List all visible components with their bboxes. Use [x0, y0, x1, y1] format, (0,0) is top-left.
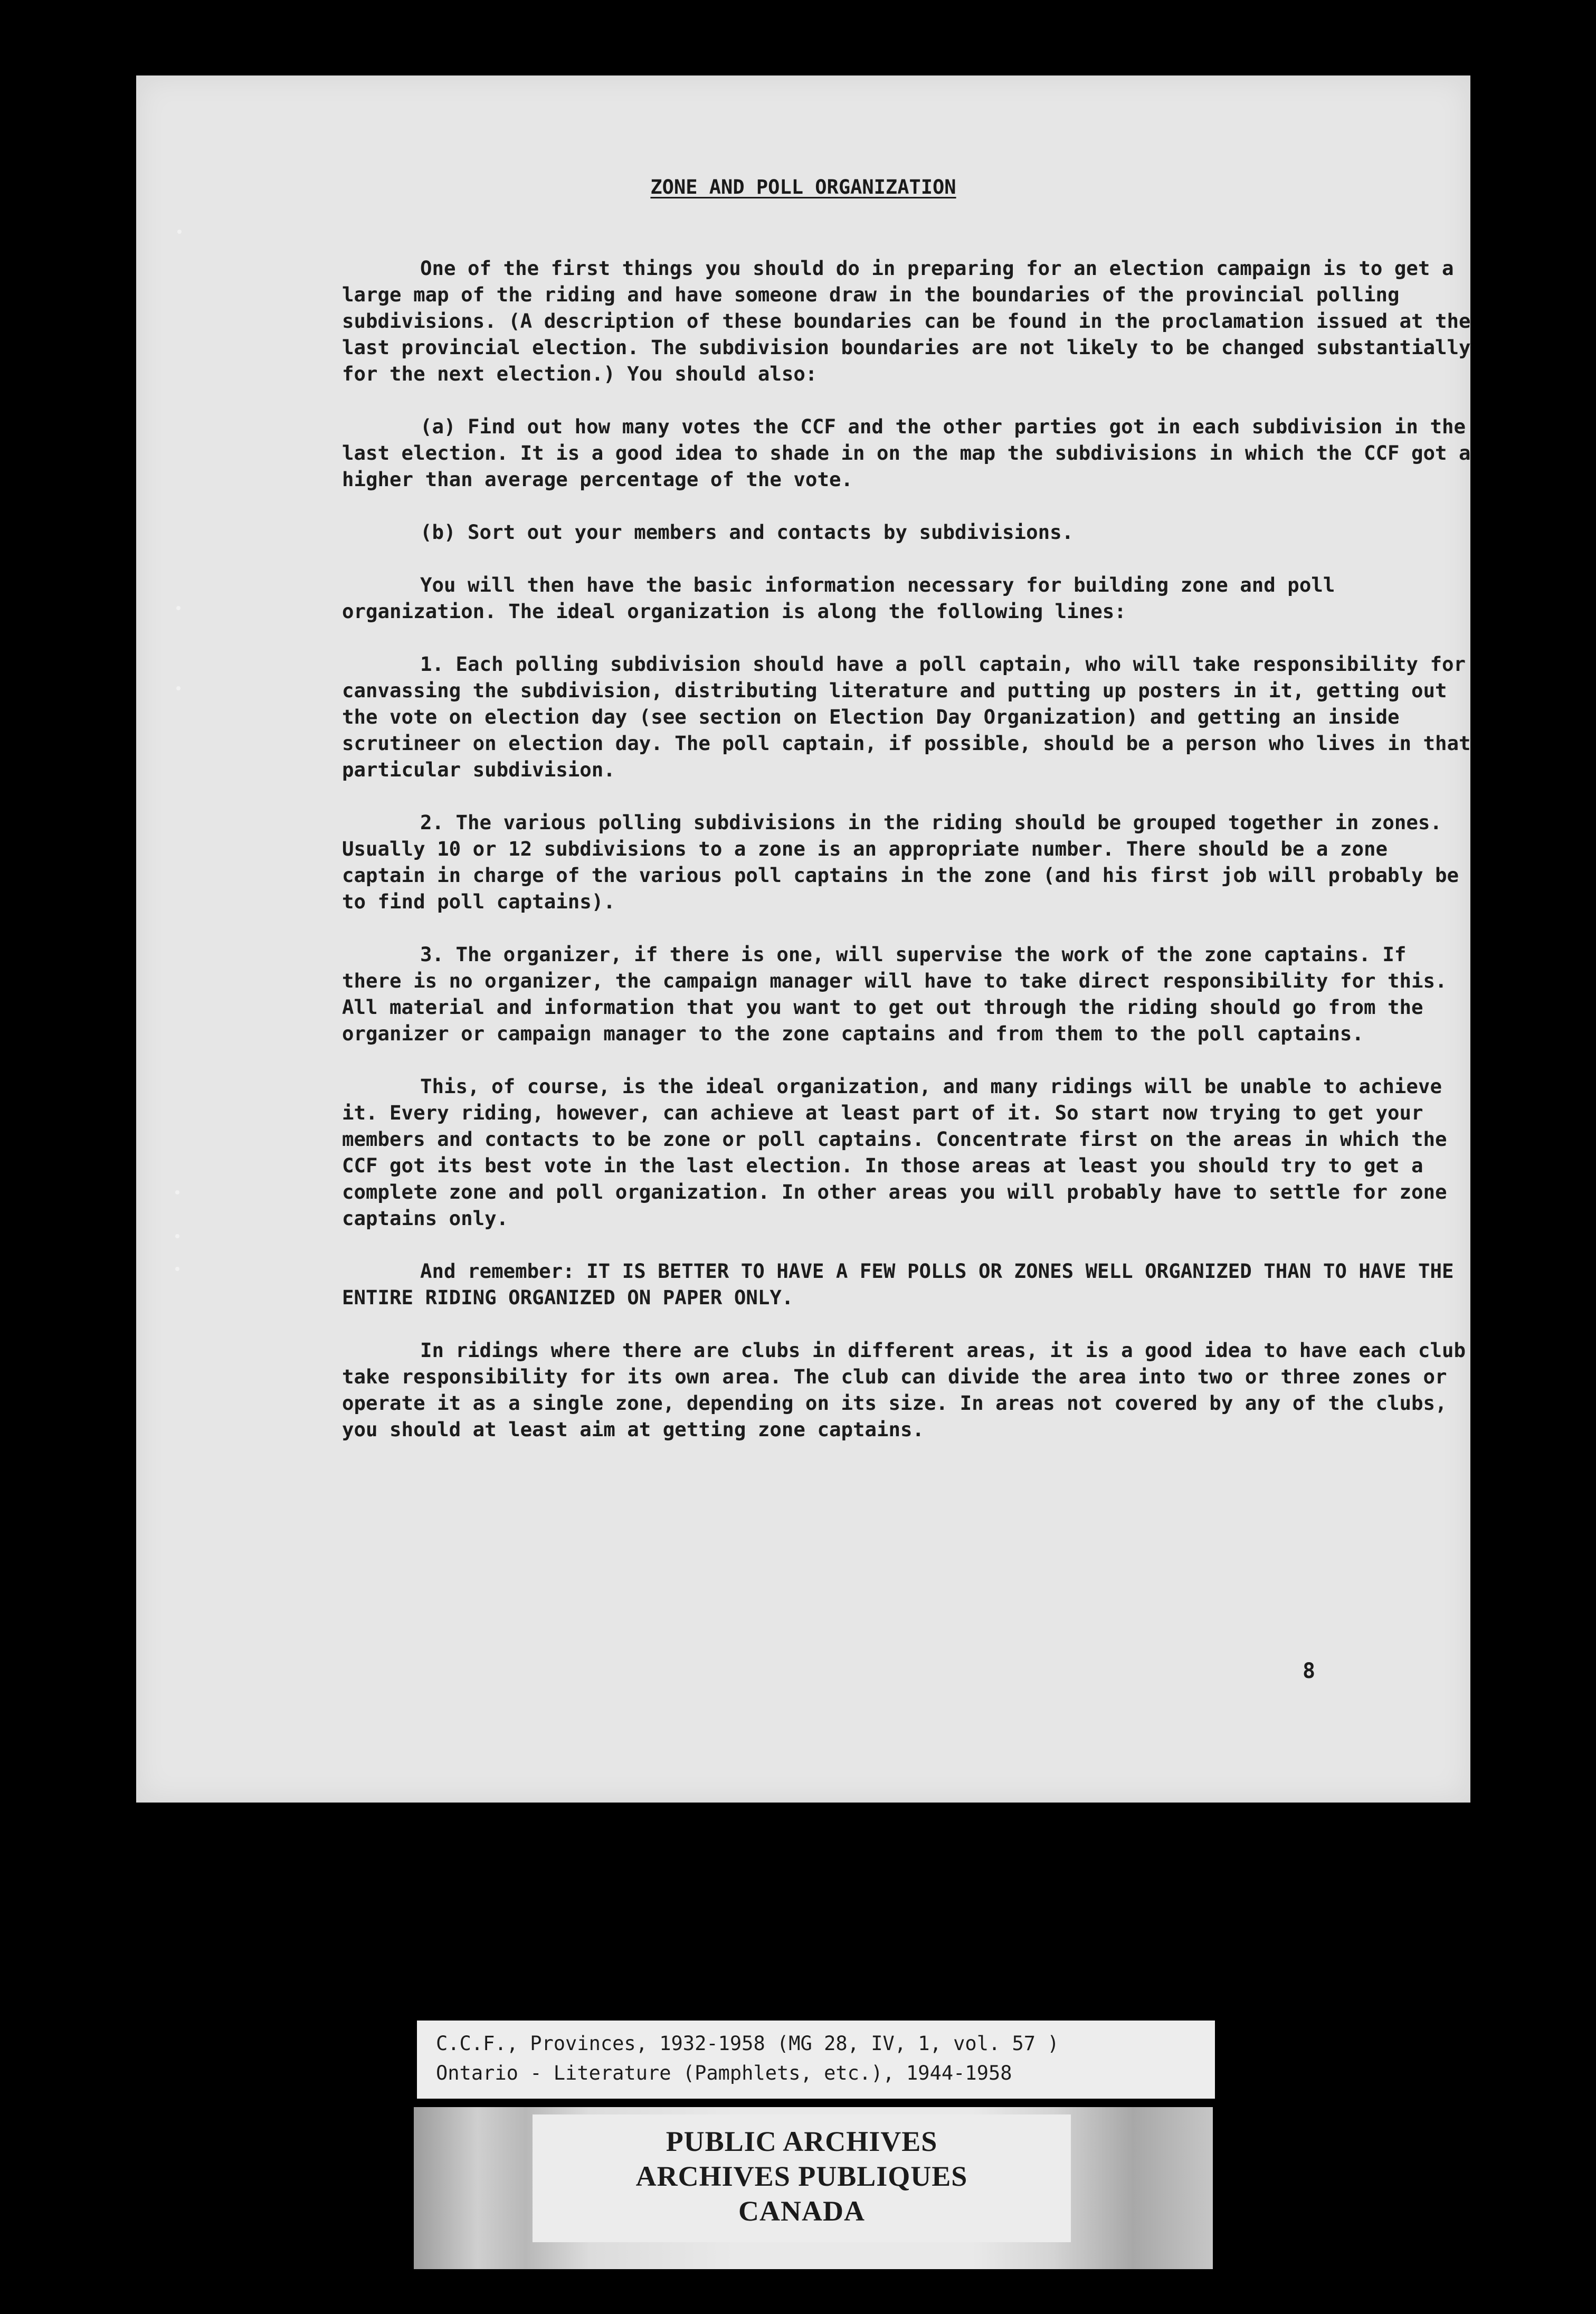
- stamp-line: PUBLIC ARCHIVES: [666, 2126, 938, 2157]
- document-title: ZONE AND POLL ORGANIZATION: [650, 176, 956, 198]
- document-page: [136, 75, 1470, 1803]
- paragraph: In ridings where there are clubs in different areas, it is a good idea to have each club take responsibility for its own area. The club can divide the area into two or three zones or operate it as a single zone, depending on its size. In areas not covered by any of the clubs, you should at least aim at getting zone captains.: [342, 1339, 1466, 1441]
- paragraph: 1. Each polling subdivision should have a poll captain, who will take responsibility for canvassing the subdivision, distributing literature and putting up posters in it, getting out the vote on election day (see section on Election Day Organization) and getting an inside scrutineer on election day. The poll captain, if possible, should be a person who lives in that particular subdivision.: [342, 652, 1471, 781]
- stamp-panel: [533, 2114, 1071, 2242]
- paragraph: 3. The organizer, if there is one, will supervise the work of the zone captains. If there is no organizer, the campaign manager will have to take direct responsibility for this. All material and information that you want to get out through the riding should go from the organizer or campaign manager to the zone captains and from them to the poll captains.: [342, 943, 1447, 1045]
- archive-label-line: Ontario - Literature (Pamphlets, etc.), 1944-1958: [436, 2062, 1012, 2084]
- paragraph: You will then have the basic information necessary for building zone and poll organization. The ideal organization is along the following lines:: [342, 573, 1335, 623]
- archive-label-line: C.C.F., Provinces, 1932-1958 (MG 28, IV, 1, vol. 57 ): [436, 2032, 1059, 2055]
- document-body: [342, 255, 1471, 1443]
- margin-mark: [175, 1267, 179, 1271]
- stamp-line: CANADA: [738, 2195, 865, 2227]
- margin-mark: [176, 686, 180, 690]
- margin-mark: [176, 606, 180, 610]
- margin-mark: [177, 230, 182, 234]
- paragraph: (a) Find out how many votes the CCF and the other parties got in each subdivision in the last election. It is a good idea to shade in on the map the subdivisions in which the CCF got a higher than average percentage of the vote.: [342, 415, 1471, 491]
- paragraph: One of the first things you should do in preparing for an election campaign is to get a large map of the riding and have someone draw in the boundaries of the provincial polling subdivisions. (A description of these boundaries can be found in the proclamation issued at the last provincial election. The subdivision boundaries are not likely to be changed substantially for the next election.) You should also:: [342, 257, 1471, 385]
- margin-mark: [175, 1190, 179, 1194]
- paragraph: 2. The various polling subdivisions in the riding should be grouped together in zones. Usually 10 or 12 subdivisions to a zone is an appropriate number. There should be a zone captain in charge of the various poll captains in the zone (and his first job will probably be to find poll captains).: [342, 811, 1459, 913]
- paragraph: This, of course, is the ideal organization, and many ridings will be unable to achieve it. Every riding, however, can achieve at least part of it. So start now trying to get your members and contacts to be zone or poll captains. Concentrate first on the areas in which the CCF got its best vote in the last election. In those areas at least you should try to get a complete zone and poll organization. In other areas you will probably have to settle for zone captains only.: [342, 1075, 1447, 1230]
- stamp-line: ARCHIVES PUBLIQUES: [635, 2160, 968, 2192]
- paragraph: (b) Sort out your members and contacts by subdivisions.: [420, 520, 1074, 544]
- page-number: 8: [1303, 1659, 1316, 1683]
- archive-label: [417, 2021, 1215, 2099]
- margin-mark: [175, 1234, 179, 1238]
- archives-stamp: [414, 2107, 1213, 2269]
- paragraph: And remember: IT IS BETTER TO HAVE A FEW POLLS OR ZONES WELL ORGANIZED THAN TO HAVE THE ENTIRE RIDING ORGANIZED ON PAPER ONLY.: [342, 1259, 1454, 1309]
